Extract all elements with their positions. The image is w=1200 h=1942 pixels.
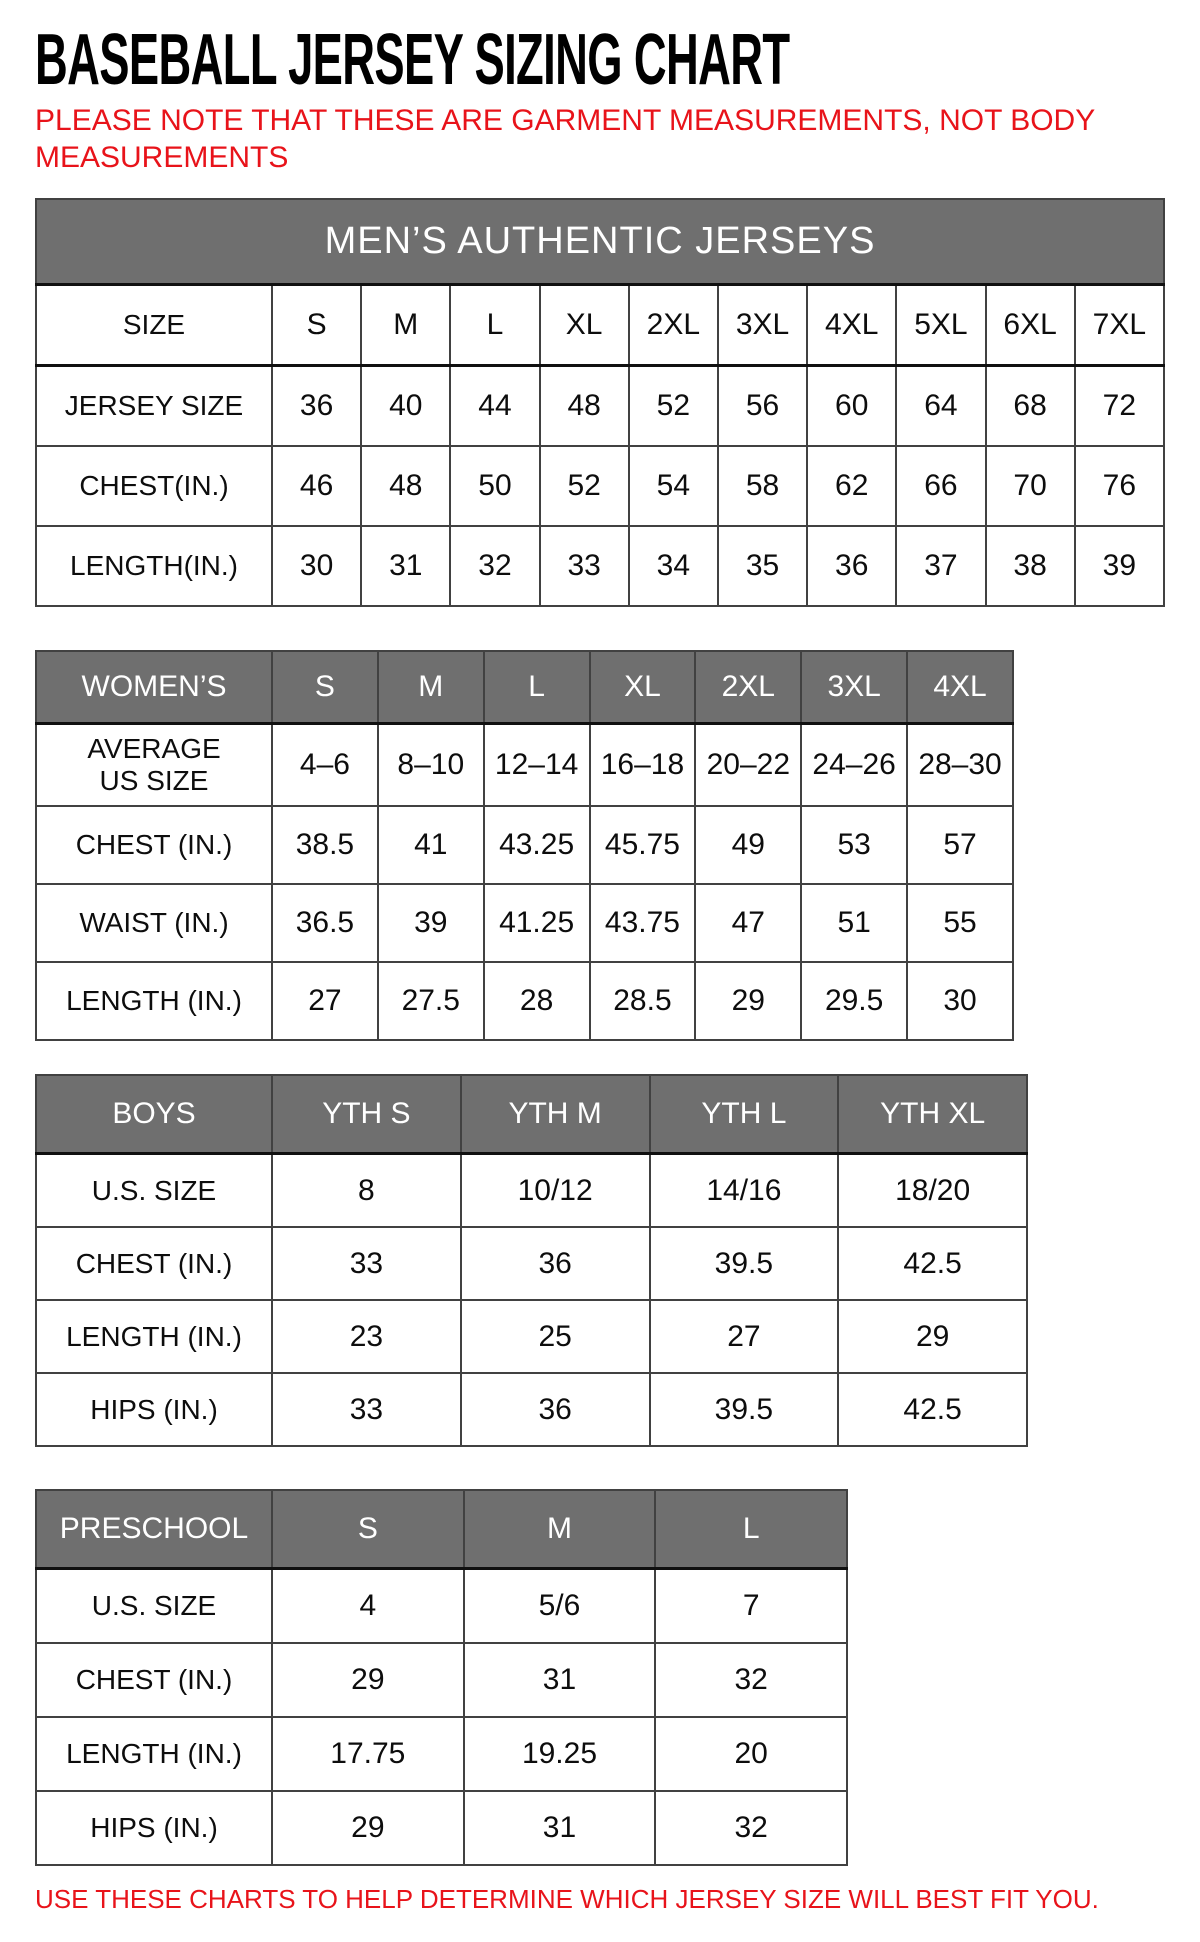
table-cell: 35 [718, 526, 807, 606]
mens-sizing-table [35, 198, 1165, 607]
table-cell: 12–14 [484, 724, 590, 807]
table-row [36, 1643, 847, 1717]
row-label: CHEST (IN.) [36, 1227, 272, 1300]
table-header-row [36, 1490, 847, 1569]
table-cell: 31 [464, 1791, 656, 1865]
preschool-sizing-table [35, 1489, 848, 1866]
column-header: 6XL [986, 285, 1075, 366]
boys-sizing-table [35, 1074, 1028, 1447]
column-header: 4XL [807, 285, 896, 366]
table-cell: 39.5 [650, 1227, 839, 1300]
table-cell: 20–22 [695, 724, 801, 807]
table-header-row [36, 1075, 1027, 1154]
column-header: YTH S [272, 1075, 461, 1154]
page-title: BASEBALL JERSEY SIZING CHART [35, 20, 790, 100]
column-header: 3XL [718, 285, 807, 366]
table-cell: 29 [272, 1643, 464, 1717]
table-cell: 39 [378, 884, 484, 962]
column-header: XL [540, 285, 629, 366]
row-label: WAIST (IN.) [36, 884, 272, 962]
table-cell: 62 [807, 446, 896, 526]
table-cell: 8–10 [378, 724, 484, 807]
table-cell: 19.25 [464, 1717, 656, 1791]
table-cell: 52 [629, 366, 718, 447]
table-row [36, 526, 1164, 606]
table-cell: 55 [907, 884, 1013, 962]
table-row [36, 1569, 847, 1644]
row-label: AVERAGE US SIZE [36, 724, 272, 807]
table-cell: 43.25 [484, 806, 590, 884]
column-header: L [655, 1490, 847, 1569]
row-label: CHEST(IN.) [36, 446, 272, 526]
table-cell: 41.25 [484, 884, 590, 962]
row-label: WOMEN’S [36, 651, 272, 724]
table-cell: 64 [896, 366, 985, 447]
table-cell: 60 [807, 366, 896, 447]
table-cell: 45.75 [590, 806, 696, 884]
table-cell: 39 [1075, 526, 1164, 606]
row-label: JERSEY SIZE [36, 366, 272, 447]
table-header-row [36, 651, 1013, 724]
table-cell: 42.5 [838, 1227, 1027, 1300]
table-row [36, 1717, 847, 1791]
table-cell: 23 [272, 1300, 461, 1373]
column-header: YTH M [461, 1075, 650, 1154]
table-cell: 56 [718, 366, 807, 447]
table-cell: 42.5 [838, 1373, 1027, 1446]
table-header-row [36, 285, 1164, 366]
table-cell: 29 [695, 962, 801, 1040]
row-label: BOYS [36, 1075, 272, 1154]
table-cell: 29 [838, 1300, 1027, 1373]
table-cell: 39.5 [650, 1373, 839, 1446]
table-cell: 29 [272, 1791, 464, 1865]
table-cell: 28.5 [590, 962, 696, 1040]
table-cell: 29.5 [801, 962, 907, 1040]
table-cell: 4 [272, 1569, 464, 1644]
table-cell: 54 [629, 446, 718, 526]
table-row [36, 1154, 1027, 1228]
table-cell: 44 [450, 366, 539, 447]
table-cell: 32 [655, 1791, 847, 1865]
table-cell: 33 [272, 1227, 461, 1300]
table-banner-row [36, 199, 1164, 285]
column-header: 2XL [629, 285, 718, 366]
table-cell: 33 [272, 1373, 461, 1446]
table-cell: 16–18 [590, 724, 696, 807]
table-cell: 27 [272, 962, 378, 1040]
table-cell: 48 [540, 366, 629, 447]
row-label: CHEST (IN.) [36, 806, 272, 884]
column-header: M [378, 651, 484, 724]
garment-note-line1: PLEASE NOTE THAT THESE ARE GARMENT MEASUREMENTS, NOT BODY [35, 104, 1096, 137]
column-header: 4XL [907, 651, 1013, 724]
table-cell: 36 [272, 366, 361, 447]
table-cell: 41 [378, 806, 484, 884]
table-cell: 37 [896, 526, 985, 606]
table-cell: 27.5 [378, 962, 484, 1040]
row-label: HIPS (IN.) [36, 1791, 272, 1865]
column-header: 5XL [896, 285, 985, 366]
table-cell: 57 [907, 806, 1013, 884]
footer-text: USE THESE CHARTS TO HELP DETERMINE WHICH JERSEY SIZE WILL BEST FIT YOU. [35, 1884, 1099, 1914]
table-cell: 38.5 [272, 806, 378, 884]
column-header: S [272, 651, 378, 724]
column-header: S [272, 285, 361, 366]
table-cell: 70 [986, 446, 1075, 526]
table-banner: MEN’S AUTHENTIC JERSEYS [36, 199, 1164, 285]
table-cell: 4–6 [272, 724, 378, 807]
row-label: LENGTH (IN.) [36, 1300, 272, 1373]
row-label: LENGTH(IN.) [36, 526, 272, 606]
garment-note [35, 102, 1200, 176]
table-row [36, 806, 1013, 884]
table-cell: 28–30 [907, 724, 1013, 807]
table-cell: 66 [896, 446, 985, 526]
row-label: HIPS (IN.) [36, 1373, 272, 1446]
table-cell: 46 [272, 446, 361, 526]
table-cell: 48 [361, 446, 450, 526]
table-cell: 34 [629, 526, 718, 606]
column-header: 2XL [695, 651, 801, 724]
womens-sizing-table [35, 650, 1014, 1041]
column-header: M [361, 285, 450, 366]
row-label: PRESCHOOL [36, 1490, 272, 1569]
table-cell: 50 [450, 446, 539, 526]
garment-note-line2: MEASUREMENTS [35, 141, 289, 174]
column-header: M [464, 1490, 656, 1569]
table-cell: 25 [461, 1300, 650, 1373]
table-cell: 17.75 [272, 1717, 464, 1791]
table-cell: 53 [801, 806, 907, 884]
table-row [36, 1373, 1027, 1446]
table-cell: 10/12 [461, 1154, 650, 1228]
table-cell: 31 [464, 1643, 656, 1717]
row-label: U.S. SIZE [36, 1154, 272, 1228]
column-header: YTH L [650, 1075, 839, 1154]
table-cell: 43.75 [590, 884, 696, 962]
table-cell: 32 [655, 1643, 847, 1717]
column-header: 7XL [1075, 285, 1164, 366]
table-row [36, 962, 1013, 1040]
table-row [36, 1300, 1027, 1373]
table-cell: 24–26 [801, 724, 907, 807]
table-cell: 38 [986, 526, 1075, 606]
table-cell: 30 [907, 962, 1013, 1040]
table-cell: 32 [450, 526, 539, 606]
column-header: YTH XL [838, 1075, 1027, 1154]
table-cell: 31 [361, 526, 450, 606]
table-cell: 30 [272, 526, 361, 606]
table-cell: 5/6 [464, 1569, 656, 1644]
column-header: 3XL [801, 651, 907, 724]
row-label: SIZE [36, 285, 272, 366]
table-cell: 7 [655, 1569, 847, 1644]
table-row [36, 884, 1013, 962]
row-label: LENGTH (IN.) [36, 1717, 272, 1791]
table-cell: 40 [361, 366, 450, 447]
table-cell: 14/16 [650, 1154, 839, 1228]
table-cell: 8 [272, 1154, 461, 1228]
table-cell: 52 [540, 446, 629, 526]
column-header: XL [590, 651, 696, 724]
table-cell: 36 [807, 526, 896, 606]
table-row [36, 1791, 847, 1865]
row-label: CHEST (IN.) [36, 1643, 272, 1717]
column-header: S [272, 1490, 464, 1569]
table-cell: 72 [1075, 366, 1164, 447]
table-cell: 27 [650, 1300, 839, 1373]
table-row [36, 446, 1164, 526]
table-cell: 36.5 [272, 884, 378, 962]
table-cell: 36 [461, 1373, 650, 1446]
table-cell: 68 [986, 366, 1075, 447]
table-row [36, 724, 1013, 807]
table-row [36, 1227, 1027, 1300]
table-cell: 20 [655, 1717, 847, 1791]
table-cell: 18/20 [838, 1154, 1027, 1228]
column-header: L [484, 651, 590, 724]
table-row [36, 366, 1164, 447]
table-cell: 76 [1075, 446, 1164, 526]
table-cell: 49 [695, 806, 801, 884]
table-cell: 36 [461, 1227, 650, 1300]
table-cell: 28 [484, 962, 590, 1040]
row-label: U.S. SIZE [36, 1569, 272, 1644]
title-row [35, 20, 1200, 100]
table-cell: 58 [718, 446, 807, 526]
table-cell: 47 [695, 884, 801, 962]
table-cell: 33 [540, 526, 629, 606]
table-cell: 51 [801, 884, 907, 962]
column-header: L [450, 285, 539, 366]
row-label: LENGTH (IN.) [36, 962, 272, 1040]
